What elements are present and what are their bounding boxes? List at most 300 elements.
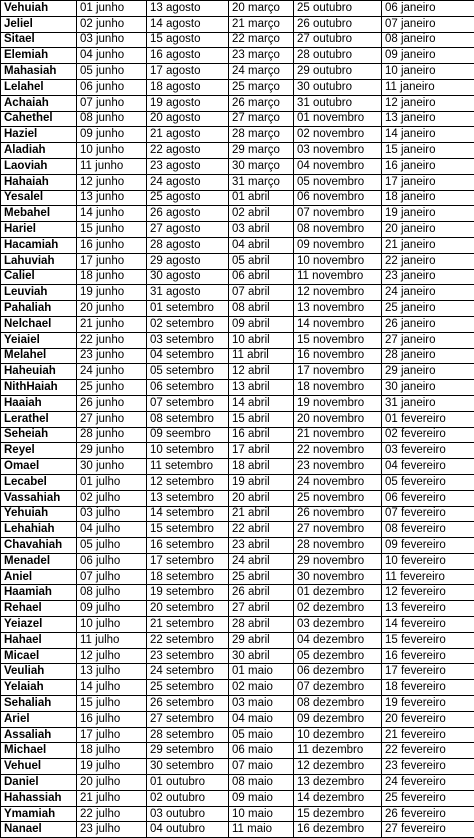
date-cell-3: 02 maio bbox=[229, 680, 294, 696]
table-row bbox=[1, 395, 474, 411]
angel-name-cell: Daniel bbox=[1, 775, 77, 791]
date-cell-4: 12 dezembro bbox=[294, 759, 382, 775]
table-row bbox=[1, 222, 474, 238]
table-row bbox=[1, 143, 474, 159]
date-cell-2: 25 agosto bbox=[147, 190, 229, 206]
date-cell-1: 14 junho bbox=[77, 206, 147, 222]
date-cell-2: 09 seembro bbox=[147, 427, 229, 443]
date-cell-3: 01 maio bbox=[229, 664, 294, 680]
date-cell-2: 12 setembro bbox=[147, 474, 229, 490]
date-cell-3: 29 abril bbox=[229, 632, 294, 648]
date-cell-1: 15 julho bbox=[77, 696, 147, 712]
date-cell-5: 23 janeiro bbox=[382, 269, 474, 285]
table-row bbox=[1, 253, 474, 269]
date-cell-3: 31 março bbox=[229, 174, 294, 190]
table-row bbox=[1, 332, 474, 348]
date-cell-4: 01 dezembro bbox=[294, 585, 382, 601]
angel-name-cell: Ymamiah bbox=[1, 806, 77, 822]
date-cell-1: 02 julho bbox=[77, 490, 147, 506]
date-cell-1: 30 junho bbox=[77, 459, 147, 475]
table-row bbox=[1, 48, 474, 64]
date-cell-1: 13 julho bbox=[77, 664, 147, 680]
angel-name-cell: Vassahiah bbox=[1, 490, 77, 506]
table-row bbox=[1, 601, 474, 617]
date-cell-1: 17 julho bbox=[77, 727, 147, 743]
table-row bbox=[1, 32, 474, 48]
date-cell-5: 29 janeiro bbox=[382, 364, 474, 380]
date-cell-3: 25 março bbox=[229, 79, 294, 95]
date-cell-3: 03 abril bbox=[229, 222, 294, 238]
date-cell-3: 14 abril bbox=[229, 395, 294, 411]
date-cell-4: 09 novembro bbox=[294, 237, 382, 253]
date-cell-5: 10 fevereiro bbox=[382, 553, 474, 569]
angel-name-cell: Lerathel bbox=[1, 411, 77, 427]
date-cell-1: 20 junho bbox=[77, 301, 147, 317]
date-cell-4: 13 novembro bbox=[294, 301, 382, 317]
angel-name-cell: Hahaiah bbox=[1, 174, 77, 190]
date-cell-2: 02 setembro bbox=[147, 316, 229, 332]
angel-name-cell: Hacamiah bbox=[1, 237, 77, 253]
date-cell-5: 07 fevereiro bbox=[382, 506, 474, 522]
date-cell-2: 07 setembro bbox=[147, 395, 229, 411]
date-cell-2: 11 setembro bbox=[147, 459, 229, 475]
date-cell-1: 02 junho bbox=[77, 16, 147, 32]
date-cell-4: 08 dezembro bbox=[294, 696, 382, 712]
date-cell-2: 13 agosto bbox=[147, 1, 229, 17]
date-cell-4: 07 novembro bbox=[294, 206, 382, 222]
date-cell-3: 22 abril bbox=[229, 522, 294, 538]
date-cell-5: 10 janeiro bbox=[382, 64, 474, 80]
table-row bbox=[1, 775, 474, 791]
table-row bbox=[1, 790, 474, 806]
date-cell-4: 16 novembro bbox=[294, 348, 382, 364]
date-cell-2: 30 setembro bbox=[147, 759, 229, 775]
date-cell-2: 29 setembro bbox=[147, 743, 229, 759]
date-cell-5: 19 janeiro bbox=[382, 206, 474, 222]
date-cell-1: 22 julho bbox=[77, 806, 147, 822]
angel-name-cell: Assaliah bbox=[1, 727, 77, 743]
date-cell-3: 30 abril bbox=[229, 648, 294, 664]
date-cell-2: 22 agosto bbox=[147, 143, 229, 159]
date-cell-3: 08 abril bbox=[229, 301, 294, 317]
date-cell-2: 20 setembro bbox=[147, 601, 229, 617]
table-row bbox=[1, 617, 474, 633]
date-cell-4: 02 novembro bbox=[294, 127, 382, 143]
date-cell-3: 20 março bbox=[229, 1, 294, 17]
table-body bbox=[1, 1, 474, 838]
date-cell-5: 12 janeiro bbox=[382, 95, 474, 111]
angel-name-cell: Chavahiah bbox=[1, 538, 77, 554]
date-cell-1: 27 junho bbox=[77, 411, 147, 427]
date-cell-3: 23 abril bbox=[229, 538, 294, 554]
angel-name-cell: Hahael bbox=[1, 632, 77, 648]
date-cell-5: 13 fevereiro bbox=[382, 601, 474, 617]
date-cell-5: 15 fevereiro bbox=[382, 632, 474, 648]
date-cell-1: 15 junho bbox=[77, 222, 147, 238]
date-cell-1: 01 julho bbox=[77, 474, 147, 490]
date-cell-3: 12 abril bbox=[229, 364, 294, 380]
date-cell-3: 29 março bbox=[229, 143, 294, 159]
date-cell-5: 08 janeiro bbox=[382, 32, 474, 48]
date-cell-2: 21 setembro bbox=[147, 617, 229, 633]
date-cell-2: 10 setembro bbox=[147, 443, 229, 459]
date-cell-4: 29 outubro bbox=[294, 64, 382, 80]
date-cell-2: 06 setembro bbox=[147, 380, 229, 396]
table-row bbox=[1, 190, 474, 206]
angel-name-cell: Veuliah bbox=[1, 664, 77, 680]
angel-name-cell: Caliel bbox=[1, 269, 77, 285]
date-cell-2: 29 agosto bbox=[147, 253, 229, 269]
date-cell-2: 26 agosto bbox=[147, 206, 229, 222]
date-cell-2: 27 setembro bbox=[147, 711, 229, 727]
date-cell-1: 21 junho bbox=[77, 316, 147, 332]
date-cell-1: 13 junho bbox=[77, 190, 147, 206]
date-cell-3: 11 maio bbox=[229, 822, 294, 838]
table-row bbox=[1, 759, 474, 775]
table-row bbox=[1, 269, 474, 285]
angel-name-cell: Jeliel bbox=[1, 16, 77, 32]
date-cell-2: 21 agosto bbox=[147, 127, 229, 143]
angel-name-cell: Elemiah bbox=[1, 48, 77, 64]
table-row bbox=[1, 427, 474, 443]
angel-name-cell: Michael bbox=[1, 743, 77, 759]
date-cell-3: 27 março bbox=[229, 111, 294, 127]
date-cell-3: 10 abril bbox=[229, 332, 294, 348]
date-cell-4: 22 novembro bbox=[294, 443, 382, 459]
date-cell-1: 23 junho bbox=[77, 348, 147, 364]
date-cell-2: 04 outubro bbox=[147, 822, 229, 838]
date-cell-3: 04 abril bbox=[229, 237, 294, 253]
date-cell-3: 07 maio bbox=[229, 759, 294, 775]
date-cell-2: 05 setembro bbox=[147, 364, 229, 380]
angel-name-cell: Aladiah bbox=[1, 143, 77, 159]
angel-name-cell: Mebahel bbox=[1, 206, 77, 222]
table-row bbox=[1, 822, 474, 838]
angel-name-cell: Sitael bbox=[1, 32, 77, 48]
date-cell-1: 25 junho bbox=[77, 380, 147, 396]
table-row bbox=[1, 711, 474, 727]
date-cell-3: 28 março bbox=[229, 127, 294, 143]
date-cell-1: 19 julho bbox=[77, 759, 147, 775]
date-cell-5: 26 janeiro bbox=[382, 316, 474, 332]
table-row bbox=[1, 348, 474, 364]
date-cell-1: 09 junho bbox=[77, 127, 147, 143]
date-cell-5: 09 janeiro bbox=[382, 48, 474, 64]
table-row bbox=[1, 743, 474, 759]
date-cell-3: 24 abril bbox=[229, 553, 294, 569]
date-cell-3: 06 abril bbox=[229, 269, 294, 285]
angel-name-cell: Omael bbox=[1, 459, 77, 475]
date-cell-4: 27 outubro bbox=[294, 32, 382, 48]
date-cell-5: 19 fevereiro bbox=[382, 696, 474, 712]
date-cell-2: 28 agosto bbox=[147, 237, 229, 253]
angel-name-cell: Melahel bbox=[1, 348, 77, 364]
table-row bbox=[1, 727, 474, 743]
date-cell-4: 21 novembro bbox=[294, 427, 382, 443]
date-cell-1: 12 junho bbox=[77, 174, 147, 190]
date-cell-1: 03 junho bbox=[77, 32, 147, 48]
date-cell-4: 27 novembro bbox=[294, 522, 382, 538]
date-cell-3: 05 abril bbox=[229, 253, 294, 269]
date-cell-4: 15 novembro bbox=[294, 332, 382, 348]
date-cell-4: 10 novembro bbox=[294, 253, 382, 269]
table-row bbox=[1, 237, 474, 253]
date-cell-5: 18 fevereiro bbox=[382, 680, 474, 696]
angel-name-cell: Lehahiah bbox=[1, 522, 77, 538]
angel-name-cell: Seheiah bbox=[1, 427, 77, 443]
date-cell-2: 24 setembro bbox=[147, 664, 229, 680]
date-cell-2: 15 setembro bbox=[147, 522, 229, 538]
date-cell-3: 01 abril bbox=[229, 190, 294, 206]
date-cell-2: 17 setembro bbox=[147, 553, 229, 569]
angel-name-cell: Rehael bbox=[1, 601, 77, 617]
date-cell-3: 09 maio bbox=[229, 790, 294, 806]
date-cell-4: 11 novembro bbox=[294, 269, 382, 285]
date-cell-2: 22 setembro bbox=[147, 632, 229, 648]
date-cell-1: 07 julho bbox=[77, 569, 147, 585]
angel-name-cell: Nanael bbox=[1, 822, 77, 838]
date-cell-5: 02 fevereiro bbox=[382, 427, 474, 443]
date-cell-4: 28 novembro bbox=[294, 538, 382, 554]
date-cell-4: 13 dezembro bbox=[294, 775, 382, 791]
date-cell-3: 30 março bbox=[229, 158, 294, 174]
date-cell-4: 29 novembro bbox=[294, 553, 382, 569]
table-row bbox=[1, 364, 474, 380]
date-cell-4: 28 outubro bbox=[294, 48, 382, 64]
date-cell-5: 28 janeiro bbox=[382, 348, 474, 364]
table-row bbox=[1, 285, 474, 301]
date-cell-5: 06 janeiro bbox=[382, 1, 474, 17]
date-cell-1: 18 julho bbox=[77, 743, 147, 759]
date-cell-5: 06 fevereiro bbox=[382, 490, 474, 506]
date-cell-4: 14 dezembro bbox=[294, 790, 382, 806]
angel-name-cell: Nelchael bbox=[1, 316, 77, 332]
date-cell-4: 06 dezembro bbox=[294, 664, 382, 680]
date-cell-3: 07 abril bbox=[229, 285, 294, 301]
date-cell-1: 10 julho bbox=[77, 617, 147, 633]
date-cell-4: 25 outubro bbox=[294, 1, 382, 17]
date-cell-3: 10 maio bbox=[229, 806, 294, 822]
date-cell-4: 14 novembro bbox=[294, 316, 382, 332]
date-cell-1: 11 junho bbox=[77, 158, 147, 174]
table-row bbox=[1, 585, 474, 601]
table-row bbox=[1, 632, 474, 648]
date-cell-2: 04 setembro bbox=[147, 348, 229, 364]
date-cell-2: 26 setembro bbox=[147, 696, 229, 712]
date-cell-4: 08 novembro bbox=[294, 222, 382, 238]
angel-name-cell: Reyel bbox=[1, 443, 77, 459]
date-cell-5: 20 fevereiro bbox=[382, 711, 474, 727]
date-cell-2: 17 agosto bbox=[147, 64, 229, 80]
angel-name-cell: Ariel bbox=[1, 711, 77, 727]
date-cell-3: 09 abril bbox=[229, 316, 294, 332]
date-cell-3: 17 abril bbox=[229, 443, 294, 459]
date-cell-2: 16 agosto bbox=[147, 48, 229, 64]
table-row bbox=[1, 158, 474, 174]
date-cell-1: 16 julho bbox=[77, 711, 147, 727]
date-cell-2: 14 agosto bbox=[147, 16, 229, 32]
date-cell-1: 12 julho bbox=[77, 648, 147, 664]
date-cell-5: 16 fevereiro bbox=[382, 648, 474, 664]
date-cell-2: 02 outubro bbox=[147, 790, 229, 806]
date-cell-1: 10 junho bbox=[77, 143, 147, 159]
date-cell-2: 01 outubro bbox=[147, 775, 229, 791]
date-cell-4: 05 novembro bbox=[294, 174, 382, 190]
date-cell-5: 30 janeiro bbox=[382, 380, 474, 396]
angel-name-cell: Lecabel bbox=[1, 474, 77, 490]
date-cell-3: 15 abril bbox=[229, 411, 294, 427]
date-cell-5: 25 janeiro bbox=[382, 301, 474, 317]
date-cell-1: 01 junho bbox=[77, 1, 147, 17]
table-row bbox=[1, 301, 474, 317]
date-cell-5: 24 fevereiro bbox=[382, 775, 474, 791]
date-cell-1: 28 junho bbox=[77, 427, 147, 443]
angel-name-cell: Haziel bbox=[1, 127, 77, 143]
table-row bbox=[1, 79, 474, 95]
table-row bbox=[1, 127, 474, 143]
date-cell-5: 08 fevereiro bbox=[382, 522, 474, 538]
date-cell-5: 14 janeiro bbox=[382, 127, 474, 143]
date-cell-5: 24 janeiro bbox=[382, 285, 474, 301]
date-cell-2: 23 setembro bbox=[147, 648, 229, 664]
date-cell-1: 23 julho bbox=[77, 822, 147, 838]
date-cell-1: 21 julho bbox=[77, 790, 147, 806]
date-cell-3: 21 abril bbox=[229, 506, 294, 522]
date-cell-2: 13 setembro bbox=[147, 490, 229, 506]
date-cell-1: 04 junho bbox=[77, 48, 147, 64]
date-cell-4: 16 dezembro bbox=[294, 822, 382, 838]
table-row bbox=[1, 206, 474, 222]
table-row bbox=[1, 806, 474, 822]
date-cell-3: 05 maio bbox=[229, 727, 294, 743]
date-cell-2: 16 setembro bbox=[147, 538, 229, 554]
date-cell-4: 26 novembro bbox=[294, 506, 382, 522]
date-cell-1: 20 julho bbox=[77, 775, 147, 791]
table-row bbox=[1, 1, 474, 17]
date-cell-5: 26 fevereiro bbox=[382, 806, 474, 822]
date-cell-2: 27 agosto bbox=[147, 222, 229, 238]
date-cell-4: 12 novembro bbox=[294, 285, 382, 301]
table-row bbox=[1, 522, 474, 538]
date-cell-5: 21 fevereiro bbox=[382, 727, 474, 743]
date-cell-4: 05 dezembro bbox=[294, 648, 382, 664]
date-cell-4: 26 outubro bbox=[294, 16, 382, 32]
date-cell-3: 16 abril bbox=[229, 427, 294, 443]
table-row bbox=[1, 490, 474, 506]
angel-name-cell: Hariel bbox=[1, 222, 77, 238]
date-cell-4: 30 novembro bbox=[294, 569, 382, 585]
angel-name-cell: Haaiah bbox=[1, 395, 77, 411]
angel-name-cell: Yehuiah bbox=[1, 506, 77, 522]
table-row bbox=[1, 648, 474, 664]
date-cell-1: 11 julho bbox=[77, 632, 147, 648]
date-cell-5: 18 janeiro bbox=[382, 190, 474, 206]
date-cell-5: 04 fevereiro bbox=[382, 459, 474, 475]
date-cell-1: 22 junho bbox=[77, 332, 147, 348]
date-cell-3: 22 março bbox=[229, 32, 294, 48]
date-cell-2: 14 setembro bbox=[147, 506, 229, 522]
date-cell-4: 03 dezembro bbox=[294, 617, 382, 633]
date-cell-2: 31 agosto bbox=[147, 285, 229, 301]
angel-name-cell: Lahuviah bbox=[1, 253, 77, 269]
table-row bbox=[1, 680, 474, 696]
date-cell-1: 26 junho bbox=[77, 395, 147, 411]
date-cell-3: 20 abril bbox=[229, 490, 294, 506]
date-cell-3: 18 abril bbox=[229, 459, 294, 475]
date-cell-5: 17 janeiro bbox=[382, 174, 474, 190]
date-cell-5: 13 janeiro bbox=[382, 111, 474, 127]
date-cell-1: 16 junho bbox=[77, 237, 147, 253]
date-cell-1: 04 julho bbox=[77, 522, 147, 538]
date-cell-1: 29 junho bbox=[77, 443, 147, 459]
date-cell-5: 31 janeiro bbox=[382, 395, 474, 411]
date-cell-1: 09 julho bbox=[77, 601, 147, 617]
date-cell-2: 01 setembro bbox=[147, 301, 229, 317]
date-cell-3: 19 abril bbox=[229, 474, 294, 490]
date-cell-4: 25 novembro bbox=[294, 490, 382, 506]
table-row bbox=[1, 474, 474, 490]
angel-name-cell: Mahasiah bbox=[1, 64, 77, 80]
date-cell-5: 12 fevereiro bbox=[382, 585, 474, 601]
table-row bbox=[1, 538, 474, 554]
date-cell-5: 11 janeiro bbox=[382, 79, 474, 95]
table-row bbox=[1, 380, 474, 396]
date-cell-5: 21 janeiro bbox=[382, 237, 474, 253]
date-cell-1: 18 junho bbox=[77, 269, 147, 285]
date-cell-2: 18 setembro bbox=[147, 569, 229, 585]
date-cell-5: 17 fevereiro bbox=[382, 664, 474, 680]
date-cell-5: 25 fevereiro bbox=[382, 790, 474, 806]
date-cell-2: 18 agosto bbox=[147, 79, 229, 95]
date-cell-5: 09 fevereiro bbox=[382, 538, 474, 554]
date-cell-2: 19 setembro bbox=[147, 585, 229, 601]
table-row bbox=[1, 696, 474, 712]
date-cell-2: 23 agosto bbox=[147, 158, 229, 174]
date-cell-5: 03 fevereiro bbox=[382, 443, 474, 459]
date-cell-3: 21 março bbox=[229, 16, 294, 32]
date-cell-4: 30 outubro bbox=[294, 79, 382, 95]
date-cell-1: 06 julho bbox=[77, 553, 147, 569]
angel-name-cell: Hahassiah bbox=[1, 790, 77, 806]
date-cell-4: 03 novembro bbox=[294, 143, 382, 159]
table-row bbox=[1, 111, 474, 127]
date-cell-4: 02 dezembro bbox=[294, 601, 382, 617]
date-cell-4: 23 novembro bbox=[294, 459, 382, 475]
date-cell-1: 07 junho bbox=[77, 95, 147, 111]
date-cell-5: 01 fevereiro bbox=[382, 411, 474, 427]
table-row bbox=[1, 569, 474, 585]
table-row bbox=[1, 64, 474, 80]
angel-name-cell: Laoviah bbox=[1, 158, 77, 174]
angel-name-cell: Yeiaiel bbox=[1, 332, 77, 348]
date-cell-1: 03 julho bbox=[77, 506, 147, 522]
date-cell-4: 11 dezembro bbox=[294, 743, 382, 759]
angel-name-cell: Aniel bbox=[1, 569, 77, 585]
date-cell-3: 28 abril bbox=[229, 617, 294, 633]
date-cell-4: 15 dezembro bbox=[294, 806, 382, 822]
date-cell-2: 03 outubro bbox=[147, 806, 229, 822]
date-cell-5: 22 fevereiro bbox=[382, 743, 474, 759]
angel-name-cell: NithHaiah bbox=[1, 380, 77, 396]
date-cell-5: 11 fevereiro bbox=[382, 569, 474, 585]
angel-name-cell: Haheuiah bbox=[1, 364, 77, 380]
date-cell-5: 05 fevereiro bbox=[382, 474, 474, 490]
date-cell-3: 02 abril bbox=[229, 206, 294, 222]
date-cell-4: 20 novembro bbox=[294, 411, 382, 427]
date-cell-4: 18 novembro bbox=[294, 380, 382, 396]
date-cell-3: 25 abril bbox=[229, 569, 294, 585]
date-cell-3: 27 abril bbox=[229, 601, 294, 617]
